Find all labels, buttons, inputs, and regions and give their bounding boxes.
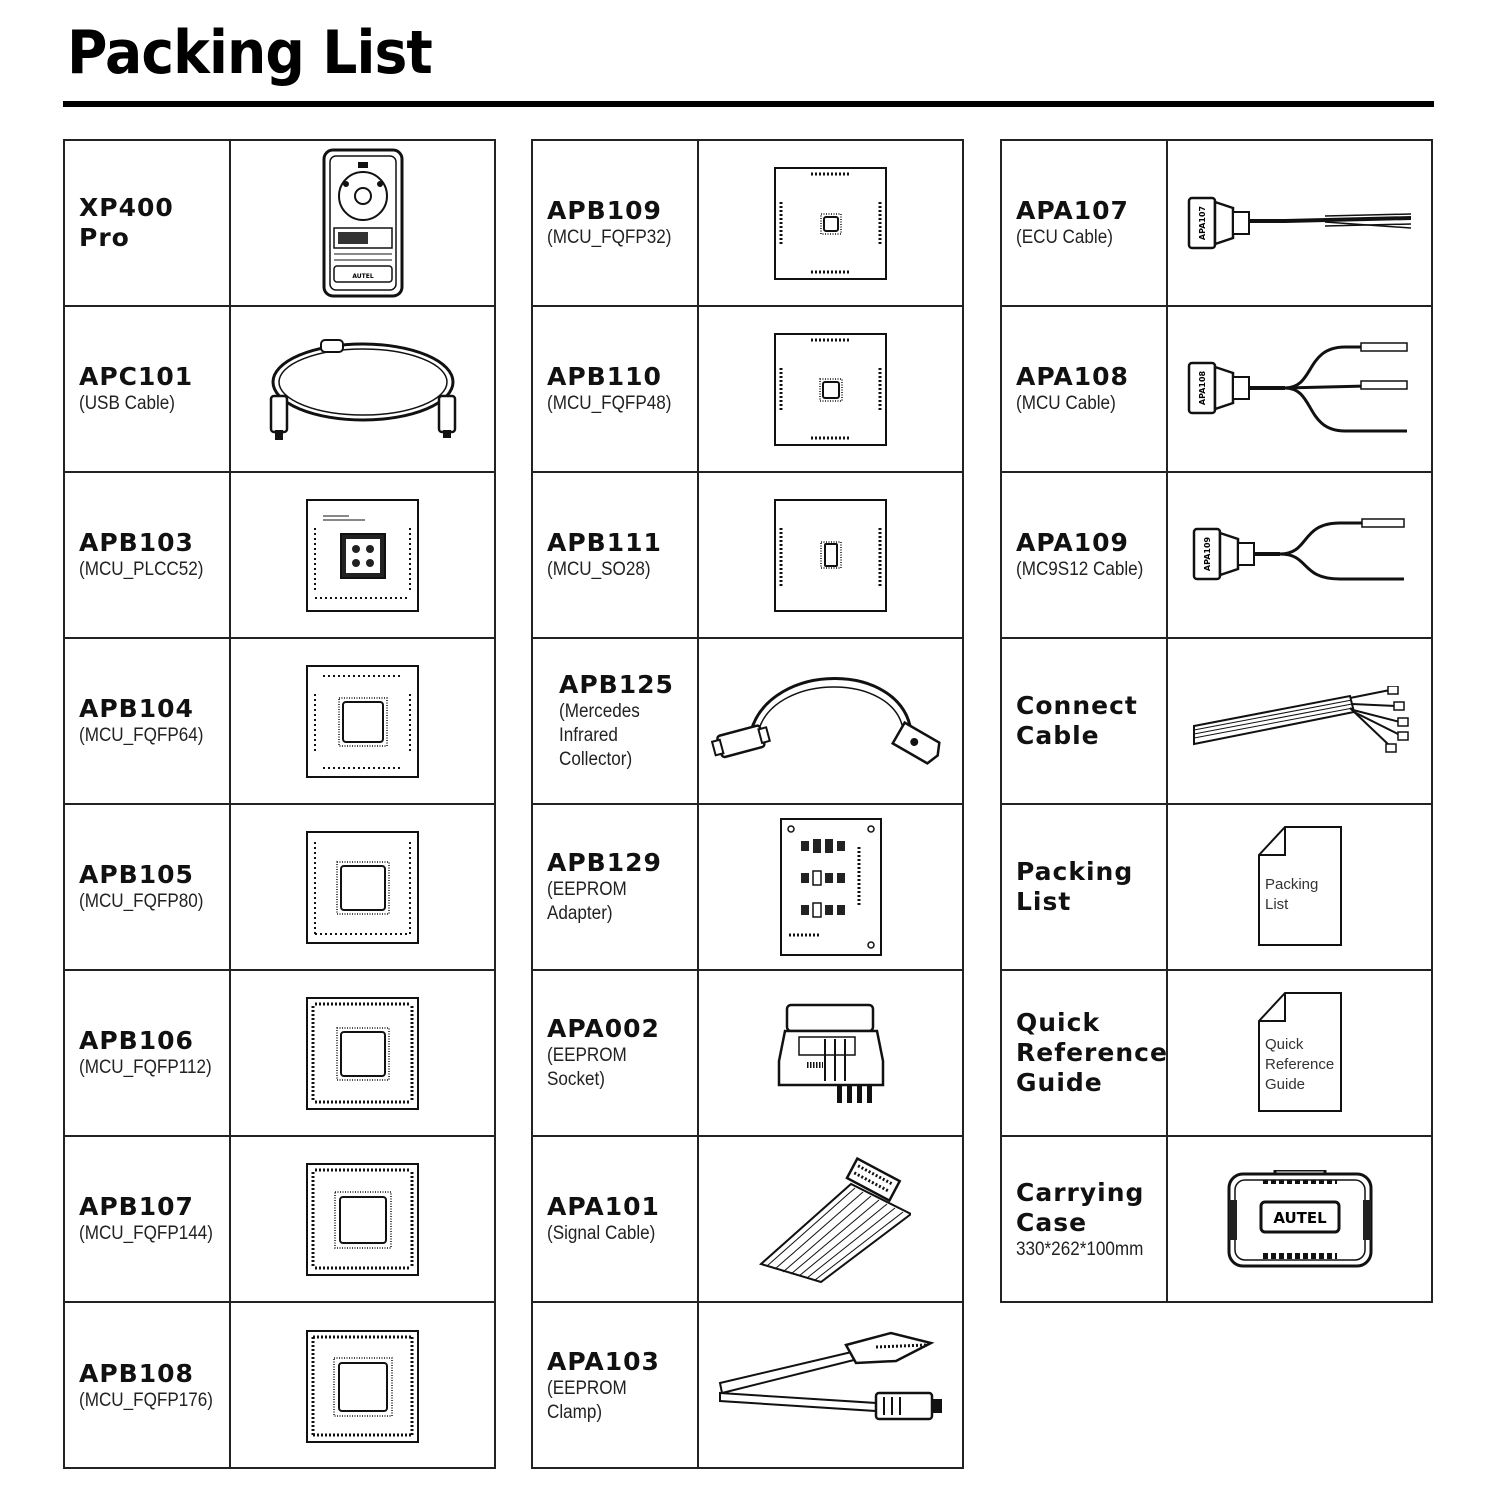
xp400-device-icon: [318, 148, 408, 298]
item-label-cell: [1002, 141, 1168, 305]
carrying-case-icon: [1225, 1170, 1375, 1270]
list-item: [533, 141, 962, 307]
item-label-cell: [1002, 639, 1168, 803]
mc9s12-cable-icon: [1190, 515, 1410, 595]
item-desc: (MCU_SO28): [547, 559, 651, 580]
item-label-cell: [533, 639, 699, 803]
item-image-cell: [699, 639, 962, 803]
item-name: APB103: [79, 528, 194, 557]
item-image-cell: [231, 141, 494, 305]
item-name: APB111: [547, 528, 662, 557]
adapter-board-qfp-icon: [305, 664, 420, 779]
item-image-cell: [699, 141, 962, 305]
list-item: [1002, 1137, 1431, 1303]
item-label-cell: [65, 971, 231, 1135]
list-item: [1002, 639, 1431, 805]
item-label-cell: [533, 473, 699, 637]
document-icon: [1255, 825, 1345, 949]
item-label-cell: [533, 971, 699, 1135]
item-desc: (USB Cable): [79, 393, 175, 414]
adapter-board-qfp-icon: [305, 1329, 420, 1444]
item-name: APB105: [79, 860, 194, 889]
item-label-cell: [65, 639, 231, 803]
list-item: [1002, 473, 1431, 639]
item-label-cell: [533, 1137, 699, 1301]
item-image-cell: [1168, 473, 1431, 637]
item-image-cell: [231, 805, 494, 969]
adapter-board-plcc-icon: [305, 498, 420, 613]
list-item: [533, 1137, 962, 1303]
document-icon: [1255, 991, 1345, 1115]
item-image-cell: [231, 639, 494, 803]
item-name: Carrying Case: [1016, 1178, 1145, 1237]
item-image-cell: [699, 473, 962, 637]
title-divider: [63, 101, 1434, 107]
item-label-cell: [65, 473, 231, 637]
list-item: [533, 971, 962, 1137]
item-name: APB108: [79, 1359, 194, 1388]
item-label-cell: [65, 805, 231, 969]
item-image-cell: [1168, 805, 1431, 969]
item-image-cell: [699, 805, 962, 969]
plug-label: APA107: [1197, 205, 1207, 241]
item-desc: (MCU_FQFP80): [79, 891, 204, 912]
list-item: [65, 307, 494, 473]
list-item: [533, 639, 962, 805]
item-image-cell: [699, 971, 962, 1135]
packing-column-3: [1000, 139, 1433, 1303]
list-item: [65, 1137, 494, 1303]
item-desc: (MC9S12 Cable): [1016, 559, 1144, 580]
item-name: APA109: [1016, 528, 1129, 557]
item-image-cell: [699, 1137, 962, 1301]
item-label-cell: [533, 1303, 699, 1469]
list-item: [65, 141, 494, 307]
item-desc: (EEPROM Clamp): [547, 1378, 627, 1423]
item-desc: (EEPROM Adapter): [547, 879, 627, 924]
list-item: [65, 1303, 494, 1469]
item-label-cell: [1002, 971, 1168, 1135]
adapter-board-so-chip-icon: [773, 498, 888, 613]
plug-label: APA108: [1197, 370, 1207, 406]
connect-cable-icon: [1190, 686, 1410, 756]
item-image-cell: [231, 307, 494, 471]
item-label-cell: [65, 307, 231, 471]
list-item: [533, 805, 962, 971]
item-name: APB109: [547, 196, 662, 225]
item-name: APB107: [79, 1192, 194, 1221]
list-item: [533, 473, 962, 639]
item-name: APA002: [547, 1014, 660, 1043]
item-desc: (EEPROM Socket): [547, 1045, 627, 1090]
item-desc: (MCU_PLCC52): [79, 559, 204, 580]
item-label-cell: [1002, 307, 1168, 471]
adapter-board-small-chip-icon: [773, 332, 888, 447]
item-image-cell: [1168, 639, 1431, 803]
item-name: APB104: [79, 694, 194, 723]
item-image-cell: [231, 971, 494, 1135]
item-desc: (MCU Cable): [1016, 393, 1116, 414]
list-item: [1002, 307, 1431, 473]
item-label-cell: [533, 307, 699, 471]
item-desc: (Signal Cable): [547, 1223, 656, 1244]
item-label-cell: [533, 141, 699, 305]
item-image-cell: [1168, 1137, 1431, 1303]
case-logo-text: AUTEL: [1272, 1209, 1327, 1227]
adapter-board-qfp-icon: [305, 996, 420, 1111]
list-item: [1002, 971, 1431, 1137]
item-name: APA107: [1016, 196, 1129, 225]
list-item: [65, 639, 494, 805]
list-item: [1002, 141, 1431, 307]
item-label-cell: [533, 805, 699, 969]
adapter-board-qfp-icon: [305, 1162, 420, 1277]
item-desc: (MCU_FQFP48): [547, 393, 672, 414]
item-name: APA108: [1016, 362, 1129, 391]
item-image-cell: [1168, 307, 1431, 471]
item-name: APB110: [547, 362, 662, 391]
list-item: [533, 307, 962, 473]
item-image-cell: [699, 307, 962, 471]
item-label-cell: [1002, 473, 1168, 637]
eeprom-adapter-icon: [779, 817, 883, 957]
item-desc: (MCU_FQFP32): [547, 227, 672, 248]
packing-column-1: [63, 139, 496, 1469]
eeprom-socket-icon: [775, 1001, 887, 1105]
list-item: [65, 805, 494, 971]
item-label-cell: [1002, 805, 1168, 969]
item-name: APA103: [547, 1347, 660, 1376]
item-name: APA101: [547, 1192, 660, 1221]
ecu-cable-icon: [1185, 188, 1415, 258]
list-item: [533, 1303, 962, 1469]
item-desc: (MCU_FQFP144): [79, 1223, 213, 1244]
ribbon-cable-icon: [751, 1154, 911, 1284]
list-item: [1002, 805, 1431, 971]
item-desc: (MCU_FQFP64): [79, 725, 204, 746]
item-desc: (ECU Cable): [1016, 227, 1113, 248]
item-image-cell: [1168, 141, 1431, 305]
eeprom-clamp-icon: [716, 1331, 946, 1441]
mcu-cable-icon: [1185, 339, 1415, 439]
page-title: Packing List: [67, 18, 432, 88]
item-label-cell: [65, 1137, 231, 1301]
item-desc: (MCU_FQFP112): [79, 1057, 212, 1078]
item-label-cell: [65, 141, 231, 305]
usb-cable-icon: [263, 334, 463, 444]
item-name: APB129: [547, 848, 662, 877]
packing-column-2: [531, 139, 964, 1469]
item-image-cell: [231, 1137, 494, 1301]
list-item: [65, 473, 494, 639]
list-item: [65, 971, 494, 1137]
document-text: Quick Reference Guide: [1264, 1036, 1334, 1093]
item-desc: (Mercedes Infrared Collector): [559, 701, 640, 770]
item-image-cell: [231, 473, 494, 637]
item-name: XP400 Pro: [79, 193, 174, 252]
item-label-cell: [65, 1303, 231, 1469]
item-name: APB106: [79, 1026, 194, 1055]
item-image-cell: [1168, 971, 1431, 1135]
plug-label: APA109: [1202, 536, 1212, 572]
adapter-board-qfp-icon: [305, 830, 420, 945]
item-image-cell: [231, 1303, 494, 1469]
item-name: Quick Reference Guide: [1016, 1008, 1168, 1097]
adapter-board-small-chip-icon: [773, 166, 888, 281]
item-name: Packing List: [1016, 857, 1134, 916]
item-desc: 330*262*100mm: [1016, 1239, 1144, 1260]
item-desc: (MCU_FQFP176): [79, 1390, 213, 1411]
document-text: Packing List: [1264, 876, 1318, 913]
infrared-collector-icon: [711, 671, 951, 771]
item-label-cell: [1002, 1137, 1168, 1303]
item-name: Connect Cable: [1016, 691, 1138, 750]
item-name: APB125: [559, 670, 674, 699]
device-brand-text: AUTEL: [351, 273, 374, 280]
item-name: APC101: [79, 362, 194, 391]
item-image-cell: [699, 1303, 962, 1469]
